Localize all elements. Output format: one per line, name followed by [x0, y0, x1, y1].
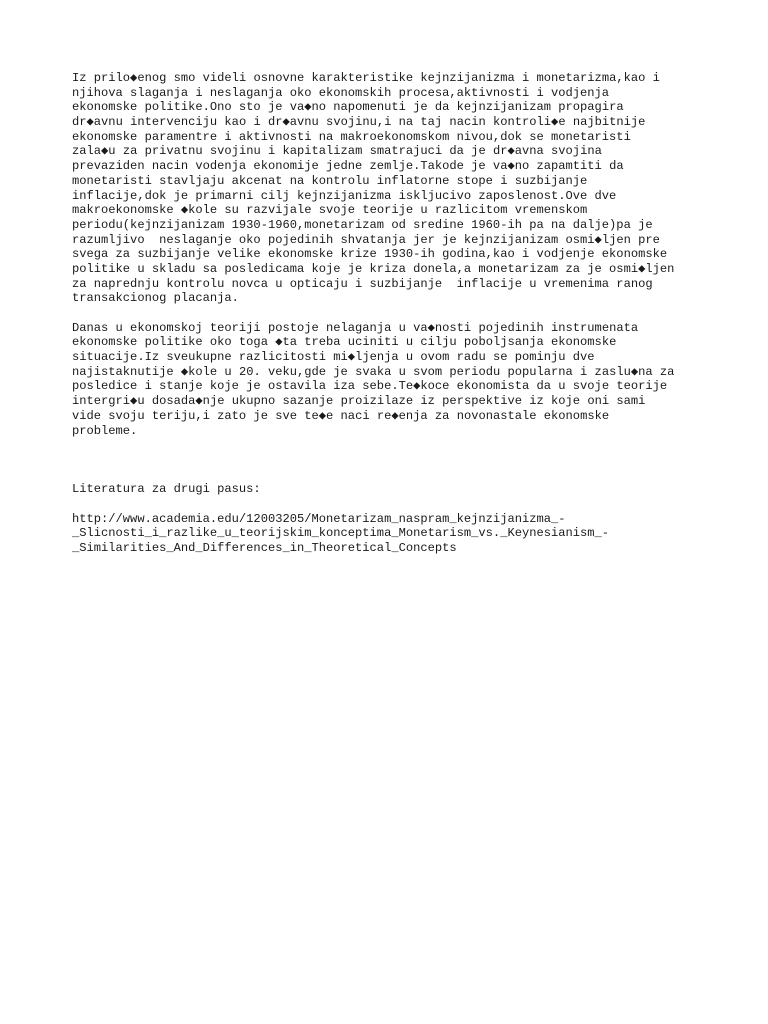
- text-line: najistaknutije ◆kole u 20. veku,gde je svaka u svom periodu popularna i zaslu◆na za: [72, 364, 675, 379]
- link-line[interactable]: http://www.academia.edu/12003205/Monetarizam_naspram_kejnzijanizma_-: [72, 511, 566, 526]
- text-line: ekonomske politike oko toga ◆ta treba uciniti u cilju poboljsanja ekonomske: [72, 335, 617, 350]
- paragraph-1: [72, 71, 712, 306]
- paragraph-gap: [72, 468, 712, 483]
- paragraph-gap: [72, 306, 712, 321]
- text-line: za naprednju kontrolu novca u opticaju i suzbijanje inflacije u vremenima ranog: [72, 276, 653, 291]
- document-body: [72, 71, 712, 556]
- link-line[interactable]: _Similarities_And_Differences_in_Theoretical_Concepts: [72, 541, 457, 556]
- literature-link[interactable]: [72, 512, 712, 556]
- text-line: periodu(kejnzijanizam 1930-1960,monetarizam od sredine 1960-ih pa na dalje)pa je: [72, 217, 653, 232]
- text-line: dr◆avnu intervenciju kao i dr◆avnu svojinu,i na taj nacin kontroli◆e najbitnije: [72, 115, 646, 130]
- text-line: intergri◆u dosada◆nje ukupno sazanje proizilaze iz perspektive iz koje oni sami: [72, 394, 646, 409]
- text-line: inflacije,dok je primarni cilj kejnzijanizma iskljucivo zaposlenost.Ove dve: [72, 188, 617, 203]
- text-line: monetaristi stavljaju akcenat na kontrolu inflatorne stope i suzbijanje: [72, 173, 588, 188]
- text-line: prevaziden nacin vodenja ekonomije jedne zemlje.Takode je va◆no zapamtiti da: [72, 159, 624, 174]
- text-line: Danas u ekonomskoj teoriji postoje nelaganja u va◆nosti pojedinih instrumenata: [72, 320, 639, 335]
- text-line: razumljivo neslaganje oko pojedinih shvatanja jer je kejnzijanizam osmi◆ljen pre: [72, 232, 660, 247]
- text-line: ekonomske paramentre i aktivnosti na makroekonomskom nivou,dok se monetaristi: [72, 129, 631, 144]
- text-line: probleme.: [72, 423, 138, 438]
- text-line: ekonomske politike.Ono sto je va◆no napomenuti je da kejnzijanizam propagira: [72, 100, 624, 115]
- text-line: posledice i stanje koje je ostavila iza sebe.Te◆koce ekonomista da u svoje teorije: [72, 379, 668, 394]
- link-line[interactable]: _Slicnosti_i_razlike_u_teorijskim_konceptima_Monetarism_vs._Keynesianism_-: [72, 526, 610, 541]
- text-line: svega za suzbijanje velike ekonomske krize 1930-ih godina,kao i vodjenje ekonomske: [72, 247, 668, 262]
- paragraph-gap: [72, 497, 712, 512]
- text-line: zala◆u za privatnu svojinu i kapitalizam smatrajuci da je dr◆avna svojina: [72, 144, 602, 159]
- paragraph-2: [72, 321, 712, 439]
- text-line: transakcionog placanja.: [72, 291, 239, 306]
- text-line: vide svoju teriju,i zato je sve te◆e naci re◆enja za novonastale ekonomske: [72, 408, 610, 423]
- text-line: politike u skladu sa posledicama koje je kriza donela,a monetarizam za je osmi◆ljen: [72, 261, 675, 276]
- section-gap: [72, 438, 712, 467]
- text-line: situacije.Iz sveukupne razlicitosti mi◆ljenja u ovom radu se pominju dve: [72, 350, 595, 365]
- literature-heading: Literatura za drugi pasus:: [72, 482, 261, 497]
- text-line: makroekonomske ◆kole su razvijale svoje teorije u razlicitom vremenskom: [72, 203, 588, 218]
- text-line: Iz prilo◆enog smo videli osnovne karakteristike kejnzijanizma i monetarizma,kao i: [72, 71, 660, 85]
- text-line: njihova slaganja i neslaganja oko ekonomskih procesa,aktivnosti i vodjenja: [72, 85, 610, 100]
